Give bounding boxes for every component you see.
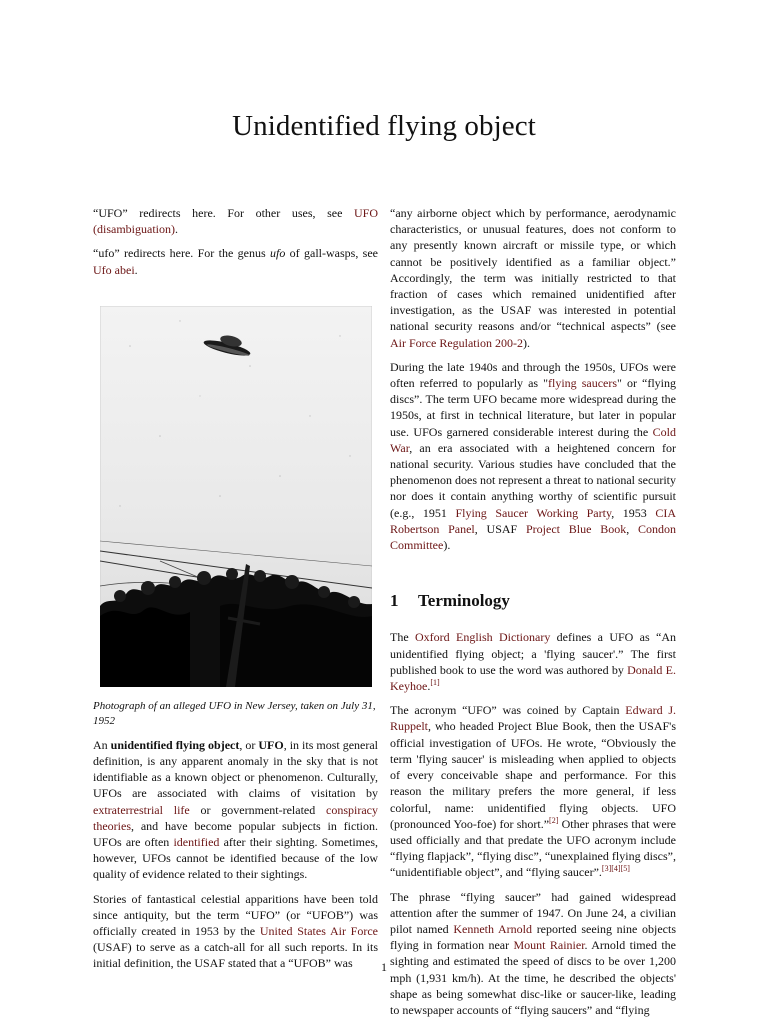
- link-condon-committee[interactable]: Condon Committee: [390, 521, 676, 553]
- link-project-blue-book[interactable]: Project Blue Book: [526, 521, 627, 536]
- link-cold-war[interactable]: Cold War: [390, 424, 676, 455]
- link-united-states-air-force[interactable]: United States Air Force: [259, 924, 378, 939]
- text-run: The phrase “flying saucer” had gained widespread attention after the summer of 1947. On June 24, a civilian pilot named: [390, 889, 676, 936]
- oed-paragraph: [390, 629, 676, 694]
- left-column: [93, 205, 378, 980]
- text-run: , 1953: [611, 505, 656, 520]
- text-run: " or “flying discs”. The term UFO became more widespread during the 1950s, at first in technical literature, but later in popular use. UFOs garnered considerable interest during the: [390, 376, 676, 439]
- bold-term: unidentified flying object: [110, 737, 240, 752]
- link-donald-keyhoe[interactable]: Donald E. Keyhoe: [390, 662, 677, 694]
- text-run: , or: [239, 737, 259, 752]
- text-run: (USAF) to serve as a catch-all for all such reports. In its initial definition, the USAF stated that a “UFOB” was: [93, 940, 378, 971]
- page-title: Unidentified flying object: [232, 110, 536, 142]
- link-kenneth-arnold[interactable]: Kenneth Arnold: [453, 921, 533, 936]
- hatnotes: [93, 205, 378, 278]
- citation-ref[interactable]: [3][4][5]: [601, 864, 630, 874]
- text-run: , in its most general definition, is any apparent anomaly in the sky that is not identifiable as a known object or phenomenon. Culturally, UFOs are associated with claims of visitation by: [93, 737, 379, 801]
- text-run: reported seeing nine objects flying in formation near: [390, 921, 676, 953]
- acronym-paragraph: [390, 702, 676, 880]
- figure-caption: Photograph of an alleged UFO in New Jersey, taken on July 31, 1952: [93, 699, 376, 727]
- text-run: . Arnold timed the sighting and estimated the speed of discs to be over 1,200 mph (1,931 km/h). At the time, he described the objects' shape as being somewhat disc-like or saucer-like, leading to newspaper accounts of “flying saucers” and “flying: [390, 938, 676, 1017]
- text-run: ).: [522, 335, 530, 350]
- link-mount-rainier[interactable]: Mount Rainier: [513, 938, 585, 953]
- text-run: An: [93, 737, 111, 752]
- hatnote-text: .: [134, 262, 138, 277]
- text-run: “any airborne object which by performance, aerodynamic characteristics, or unusual features, does not conform to any presently known aircraft or missile type, or which cannot be positively identified as a familiar object.” Accordingly, the term was initially restricted to that fraction of cases which remained unidentified after investigation, as the USAF was interested in potential national security reasons and/or “technical aspects” (see: [390, 206, 676, 334]
- intro-paragraph: [93, 737, 378, 883]
- text-run: ,: [626, 521, 638, 536]
- text-run: ).: [443, 538, 451, 553]
- link-cia-robertson-panel[interactable]: CIA Robertson Panel: [390, 505, 677, 536]
- section-title: Terminology: [418, 591, 510, 611]
- hatnote-text: .: [174, 222, 178, 237]
- text-run: , an era associated with a heightened concern for national security. Various studies have concluded that the phenomenon does not represent a threat to national security nor does it contain anything worthy of scientific pursuit (e.g., 1951: [390, 440, 676, 520]
- right-column: [390, 205, 676, 1026]
- link-extraterrestrial-life[interactable]: extraterrestrial life: [93, 802, 190, 817]
- definition-paragraph: [390, 205, 676, 351]
- text-run: or government-related: [189, 802, 327, 817]
- hatnote-ufo: [93, 205, 378, 237]
- text-run: Stories of fantastical celestial apparitions have been told since antiquity, but the term “UFO” (or “UFOB”) was officially created in 1953 by the: [93, 891, 378, 939]
- text-run: , and have become popular subjects in fiction. UFOs are often: [93, 818, 378, 850]
- citation-ref[interactable]: [1]: [430, 678, 440, 688]
- page-number: 1: [381, 960, 387, 974]
- hatnote-text: “UFO” redirects here. For other uses, see: [93, 206, 354, 220]
- hatnote-text: of gall-wasps, see: [285, 246, 378, 261]
- text-run: Other phrases that were used officially and that predate the UFO acronym include “flying flapjack”, “flying disc”, “unexplained flying discs”, “unidentifiable object”, and “flying saucer”.: [390, 816, 676, 880]
- link-identified[interactable]: identified: [173, 835, 220, 850]
- flying-saucers-paragraph: [390, 359, 676, 553]
- bold-term: UFO: [258, 737, 284, 752]
- text-run: after their sighting. Sometimes, however, UFOs cannot be identified because of the low quality of evidence related to their sightings.: [93, 835, 378, 882]
- link-air-force-regulation[interactable]: Air Force Regulation 200-2: [390, 335, 523, 350]
- citation-ref[interactable]: [2]: [549, 815, 559, 825]
- hatnote-text: “ufo” redirects here. For the genus: [93, 246, 270, 261]
- text-run: .: [427, 679, 431, 694]
- link-conspiracy-theories[interactable]: conspiracy theories: [93, 802, 379, 833]
- link-ufo-abei[interactable]: Ufo abei: [93, 262, 135, 277]
- link-edward-ruppelt[interactable]: Edward J. Ruppelt: [390, 703, 676, 734]
- text-run: , USAF: [474, 521, 526, 536]
- text-run: The: [390, 630, 415, 645]
- link-flying-saucers[interactable]: flying saucers: [548, 376, 618, 391]
- hatnote-ufo-genus: [93, 245, 378, 277]
- section-heading-terminology: [390, 593, 676, 609]
- ufo-photograph[interactable]: [100, 306, 372, 687]
- text-run: During the late 1940s and through the 1950s, UFOs were often referred to popularly as ": [390, 359, 676, 391]
- hatnote-italic: ufo: [269, 246, 286, 261]
- link-oxford-english-dictionary[interactable]: Oxford English Dictionary: [415, 630, 551, 645]
- link-flying-saucer-working-party[interactable]: Flying Saucer Working Party: [455, 505, 612, 520]
- text-run: The acronym “UFO” was coined by Captain: [390, 703, 626, 718]
- flying-saucer-phrase-paragraph: [390, 889, 676, 1019]
- link-ufo-disambiguation[interactable]: UFO (disambiguation): [93, 206, 378, 237]
- text-run: defines a UFO as “An unidentified flying object; a 'flying saucer'.” The first published book to use the word was authored by: [390, 630, 676, 677]
- section-number: 1: [390, 591, 399, 611]
- text-run: , who headed Project Blue Book, then the USAF's official investigation of UFOs. He wrote, “Obviously the term 'flying saucer' is misleading when applied to objects of every conceivable shape and performance. For this reason the military prefers the more general, if less colorful, name: unidentified flying objects. UFO (pronounced Yoo-foe) for short.”: [390, 719, 676, 831]
